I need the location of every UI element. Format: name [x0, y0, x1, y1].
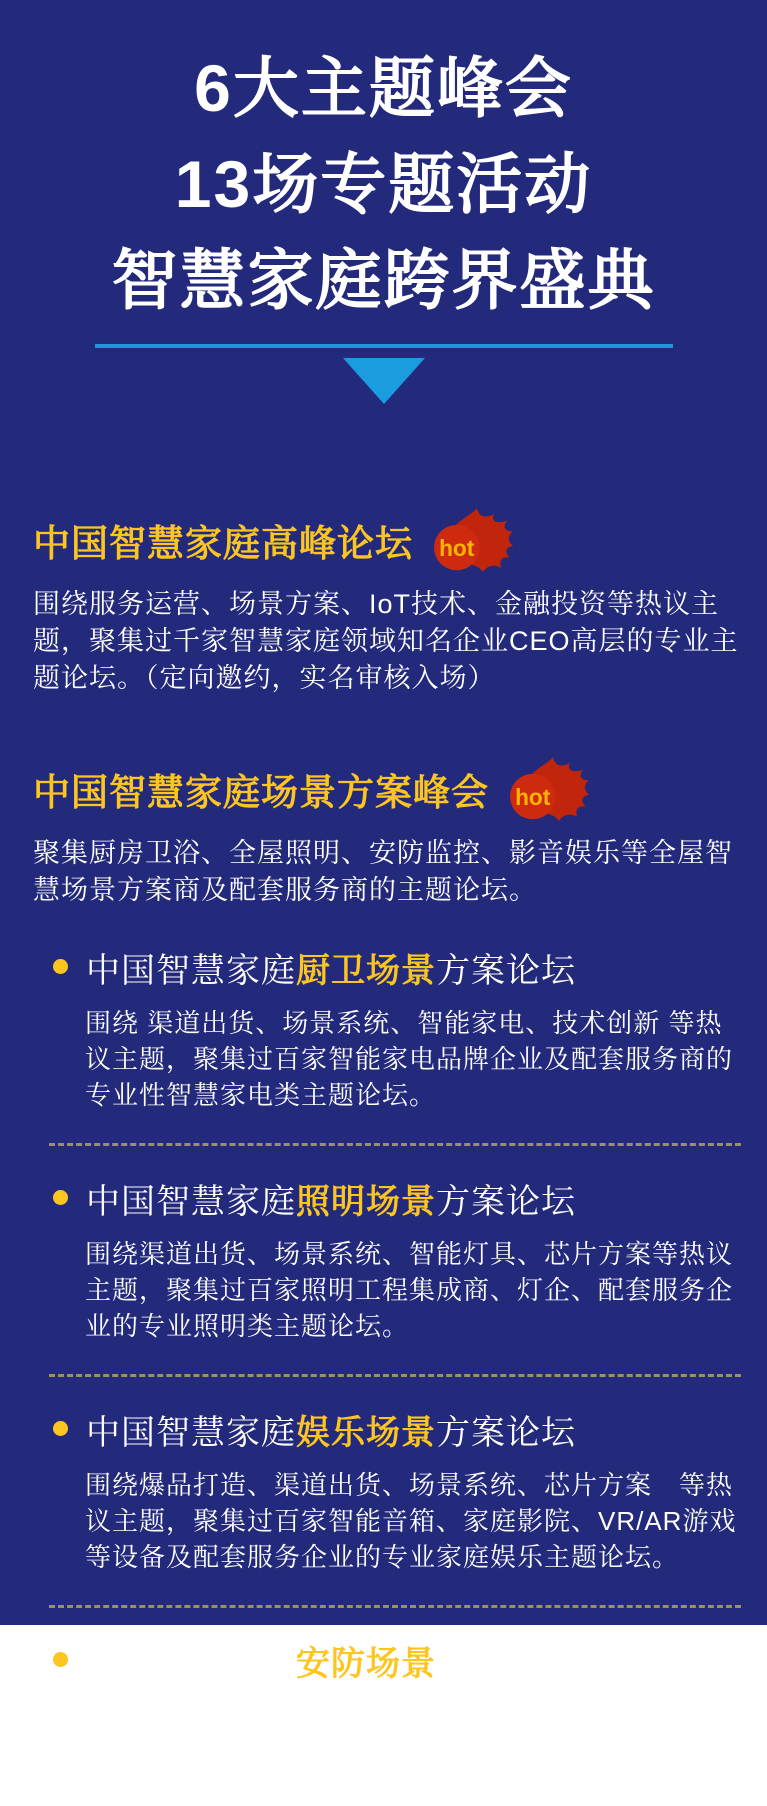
down-arrow-icon	[343, 358, 425, 404]
forum-heading-row	[33, 1405, 741, 1454]
hot-flame-icon	[429, 508, 513, 572]
forum-item-security	[33, 1636, 741, 1806]
svg-text:hot: hot	[515, 783, 551, 810]
dashed-divider	[49, 1143, 741, 1146]
forum-title-prefix: 中国智慧家庭	[86, 1645, 296, 1683]
forum-description: 围绕 渠道出货、场景系统、安防设备、技术方案 等热议主题，聚集过百家集成商、视频监控、生物识别/通讯联网等配套服务企业的专业安防类主题论坛。	[85, 1701, 723, 1803]
hero-title-line-2: 13场专题活动	[174, 147, 593, 221]
forum-title-highlight: 厨卫场景	[296, 952, 436, 990]
forum-item-lighting	[33, 1174, 741, 1344]
forum-title	[86, 1405, 576, 1454]
forum-title-suffix: 方案论坛	[436, 1645, 576, 1683]
section-heading-row	[33, 757, 741, 821]
hero-title-line-1: 6大主题峰会	[194, 51, 573, 125]
forum-list	[33, 943, 741, 1806]
forum-title-prefix: 中国智慧家庭	[86, 952, 296, 990]
forum-title	[86, 1636, 576, 1685]
dashed-divider	[49, 1374, 741, 1377]
section-heading-row	[33, 508, 741, 572]
bullet-dot-icon	[53, 1190, 68, 1205]
forum-title-prefix: 中国智慧家庭	[86, 1183, 296, 1221]
forum-title	[86, 943, 576, 992]
forum-description: 围绕渠道出货、场景系统、智能灯具、芯片方案等热议主题，聚集过百家照明工程集成商、灯企、配套服务企业的专业照明类主题论坛。	[85, 1239, 734, 1341]
section-description: 围绕服务运营、场景方案、IoT技术、金融投资等热议主题，聚集过千家智慧家庭领域知名企业CEO高层的专业主题论坛。（定向邀约，实名审核入场）	[33, 589, 739, 693]
svg-text:hot: hot	[439, 534, 475, 561]
forum-title-suffix: 方案论坛	[436, 1183, 576, 1221]
hero-divider-rule	[95, 344, 673, 348]
bullet-dot-icon	[53, 1421, 68, 1436]
forum-title-highlight: 安防场景	[296, 1645, 436, 1683]
forum-title-suffix: 方案论坛	[436, 1414, 576, 1452]
forum-title-highlight: 娱乐场景	[296, 1414, 436, 1452]
hero-title-block	[0, 0, 767, 404]
bullet-dot-icon	[53, 1652, 68, 1667]
forum-heading-row	[33, 943, 741, 992]
forum-title-suffix: 方案论坛	[436, 952, 576, 990]
forum-heading-row	[33, 1174, 741, 1223]
forum-item-entertainment	[33, 1405, 741, 1575]
bullet-dot-icon	[53, 959, 68, 974]
forum-title-prefix: 中国智慧家庭	[86, 1414, 296, 1452]
forum-description: 围绕爆品打造、渠道出货、场景系统、芯片方案 等热议主题，聚集过百家智能音箱、家庭影院、VR/AR游戏等设备及配套服务企业的专业家庭娱乐主题论坛。	[85, 1470, 737, 1572]
forum-heading-row	[33, 1636, 741, 1685]
section-description: 聚集厨房卫浴、全屋照明、安防监控、影音娱乐等全屋智慧场景方案商及配套服务商的主题论坛。	[33, 838, 733, 905]
forum-title	[86, 1174, 576, 1223]
forum-item-kitchen-bath	[33, 943, 741, 1113]
forum-title-highlight: 照明场景	[296, 1183, 436, 1221]
section-title: 中国智慧家庭高峰论坛	[33, 523, 413, 564]
hot-flame-icon	[505, 757, 589, 821]
section-summit-forum	[33, 508, 741, 697]
poster-content	[0, 508, 767, 1806]
section-title: 中国智慧家庭场景方案峰会	[33, 772, 489, 813]
hero-title-line-3: 智慧家庭跨界盛典	[111, 243, 656, 317]
section-scene-summit	[33, 757, 741, 909]
dashed-divider	[49, 1605, 741, 1608]
forum-description: 围绕 渠道出货、场景系统、智能家电、技术创新 等热议主题，聚集过百家智能家电品牌企业及配套服务商的专业性智慧家电类主题论坛。	[85, 1008, 734, 1110]
